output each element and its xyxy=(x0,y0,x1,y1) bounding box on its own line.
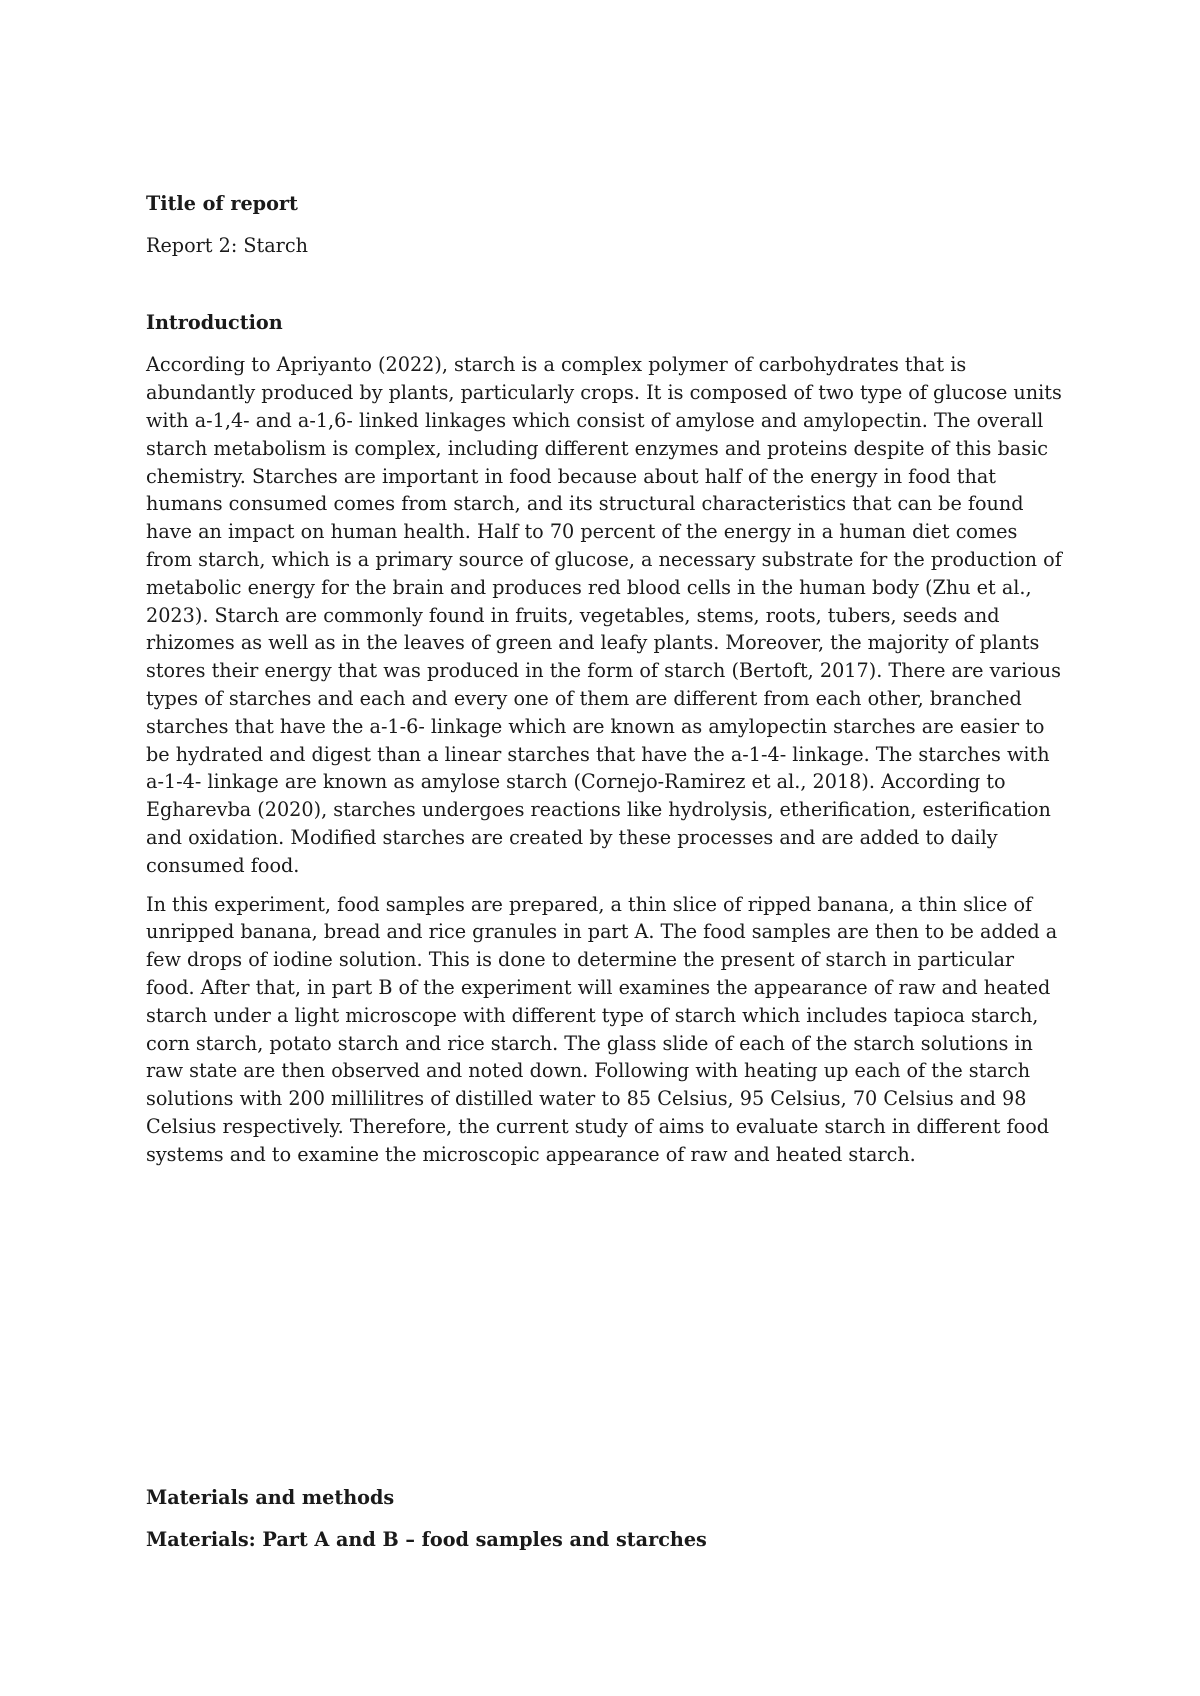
materials-subheading: Materials: Part A and B – food samples and starches xyxy=(146,1527,707,1551)
introduction-heading: Introduction xyxy=(146,310,283,334)
report-title: Report 2: Starch xyxy=(146,233,308,257)
materials-section xyxy=(146,1484,1066,1554)
introduction-paragraph: According to Apriyanto (2022), starch is a complex polymer of carbohydrates that is abundantly produced by plants, particularly crops. It is composed of two type of glucose units with a-1,4- and a-1,6- linked linkages which consist of amylose and amylopectin. The overall starch metabolism is complex, including different enzymes and proteins despite of this basic chemistry. Starches are important in food because about half of the energy in food that humans consumed comes from starch, and its structural characteristics that can be found have an impact on human health. Half to 70 percent of the energy in a human diet comes from starch, which is a primary source of glucose, a necessary substrate for the production of metabolic energy for the brain and produces red blood cells in the human body (Zhu et al., 2023). Starch are commonly found in fruits, vegetables, stems, roots, tubers, seeds and rhizomes as well as in the leaves of green and leafy plants. Moreover, the majority of plants stores their energy that was produced in the form of starch (Bertoft, 2017). There are various types of starches and each and every one of them are different from each other, branched starches that have the a-1-6- linkage which are known as amylopectin starches are easier to be hydrated and digest than a linear starches that have the a-1-4- linkage. The starches with a-1-4- linkage are known as amylose starch (Cornejo-Ramirez et al., 2018). According to Egharevba (2020), starches undergoes reactions like hydrolysis, etherification, esterification and oxidation. Modified starches are created by these processes and are added to daily consumed food. xyxy=(146,353,1062,877)
materials-heading: Materials and methods xyxy=(146,1486,395,1509)
report-body xyxy=(146,190,1066,1169)
title-heading: Title of report xyxy=(146,192,298,215)
experiment-paragraph: In this experiment, food samples are prepared, a thin slice of ripped banana, a thin slice of unripped banana, bread and rice granules in part A. The food samples are then to be added a few drops of iodine solution. This is done to determine the present of starch in particular food. After that, in part B of the experiment will examines the appearance of raw and heated starch under a light microscope with different type of starch which includes tapioca starch, corn starch, potato starch and rice starch. The glass slide of each of the starch solutions in raw state are then observed and noted down. Following with heating up each of the starch solutions with 200 millilitres of distilled water to 85 Celsius, 95 Celsius, 70 Celsius and 98 Celsius respectively. Therefore, the current study of aims to evaluate starch in different food systems and to examine the microscopic appearance of raw and heated starch. xyxy=(146,892,1058,1166)
